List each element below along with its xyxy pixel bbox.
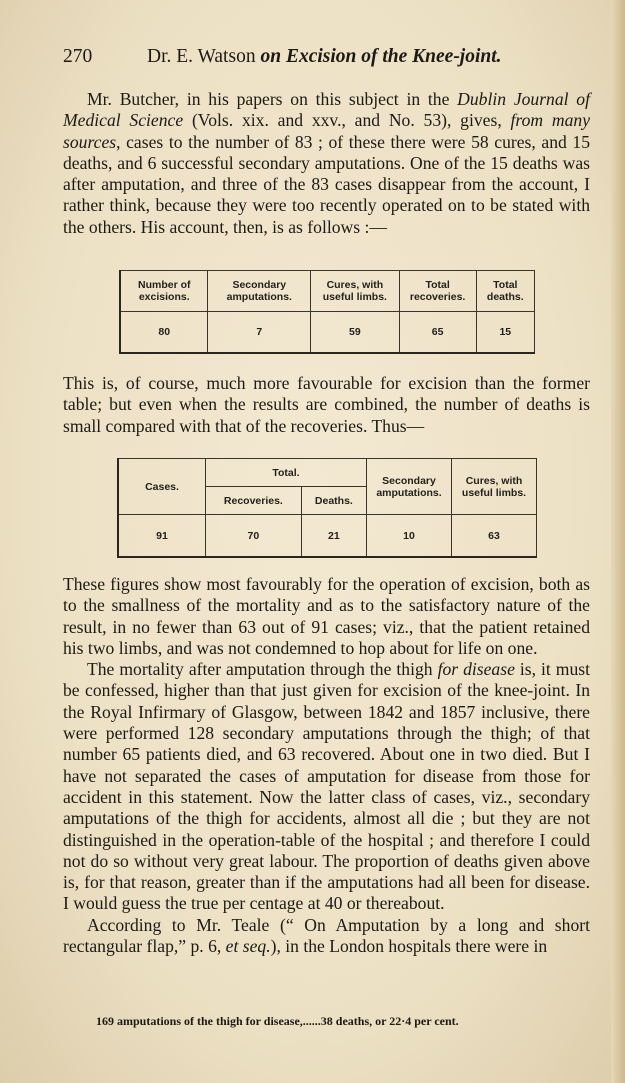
table-header: Recoveries. — [206, 487, 302, 515]
table-cell: 15 — [476, 312, 534, 354]
table-cell: 70 — [206, 515, 302, 558]
text-block-1 — [63, 89, 590, 238]
table-header: Secondary amputations. — [367, 459, 452, 515]
paragraph-mortality: The mortality after amputation through the thigh for disease is, it must be confessed, higher than that just given for excision of the knee-joint. In the Royal Infirmary of Glasgow, between 1842 and 1857 inclusive, there were performed 128 secondary amputations through the thigh; of that number 65 patients died, and 63 recovered. About one in two died. But I have not separated the cases of amputation for disease from those for accident in this statement. Now the latter class of cases, viz., secondary amputations of the thigh for accidents, almost all die ; but they are not distinguished in the operation-table of the hospital ; and therefore I could not do so without very great labour. The proportion of deaths given above is, for that reason, greater than if the amputations had all been for disease. I would guess the true per centage at 40 or thereabout. — [63, 659, 590, 914]
page-edge — [611, 0, 625, 1083]
table-header-row — [120, 271, 535, 312]
table-header: Deaths. — [301, 487, 366, 515]
table-cell: 65 — [399, 312, 476, 354]
amputation-statistic-line: 169 amputations of the thigh for disease,......38 deaths, or 22·4 per cent. — [96, 1014, 459, 1028]
running-head-on: on — [260, 46, 282, 67]
running-head — [147, 44, 502, 70]
table-row — [120, 312, 535, 354]
paragraph-comparison: This is, of course, much more favourable for excision than the former table; but even when the results are combined, the number of deaths is small compared with that of the recoveries. Thus— — [63, 373, 590, 436]
table-cell: 7 — [208, 312, 311, 354]
table-header: Secondary amputations. — [208, 271, 311, 312]
running-header — [63, 44, 563, 70]
table-header-row — [118, 459, 537, 487]
combined-results-table — [117, 458, 537, 558]
table-header: Cures, with useful limbs. — [311, 271, 399, 312]
table-cell: 21 — [301, 515, 366, 558]
butcher-results-table — [119, 270, 535, 354]
journal-title: Dublin Journal of Medical Science — [63, 89, 590, 131]
text-block-3 — [63, 574, 590, 957]
table-row — [118, 515, 537, 558]
running-head-author: Dr. E. Watson — [147, 46, 256, 67]
table-header: Number of excisions. — [120, 271, 208, 312]
table-cell: 10 — [367, 515, 452, 558]
table-cell: 63 — [452, 515, 537, 558]
table-header: Total deaths. — [476, 271, 534, 312]
paragraph-butcher: Mr. Butcher, in his papers on this subject in the Dublin Journal of Medical Science (Vols. xix. and xxv., and No. 53), gives, from many sources, cases to the number of 83 ; of these there were 58 cures, and 15 deaths, and 6 successful secondary amputations. One of the 15 deaths was after amputation, and three of the 83 cases disappear from the account, I rather think, because they were too recently operated on to be stated with the others. His account, then, is as follows :— — [63, 89, 590, 237]
table-header: Total. — [206, 459, 367, 487]
running-head-topic: Excision of the Knee-joint. — [285, 46, 502, 67]
text-block-2 — [63, 373, 590, 437]
paragraph-figures: These figures show most favourably for the operation of excision, both as to the smallness of the mortality and as to the satisfactory nature of the result, in no fewer than 63 out of 91 cases; viz., that the patient retained his two limbs, and was not condemned to hop about for life on one. — [63, 574, 590, 658]
paragraph-teale: According to Mr. Teale (“ On Amputation by a long and short rectangular flap,” p. 6, et seq.), in the London hospitals there were in — [63, 914, 590, 957]
table-header: Total recoveries. — [399, 271, 476, 312]
table-cell: 59 — [311, 312, 399, 354]
table-header: Cures, with useful limbs. — [452, 459, 537, 515]
table-cell: 80 — [120, 312, 208, 354]
table-header: Cases. — [118, 459, 206, 515]
page-number: 270 — [63, 46, 93, 67]
table-cell: 91 — [118, 515, 206, 558]
